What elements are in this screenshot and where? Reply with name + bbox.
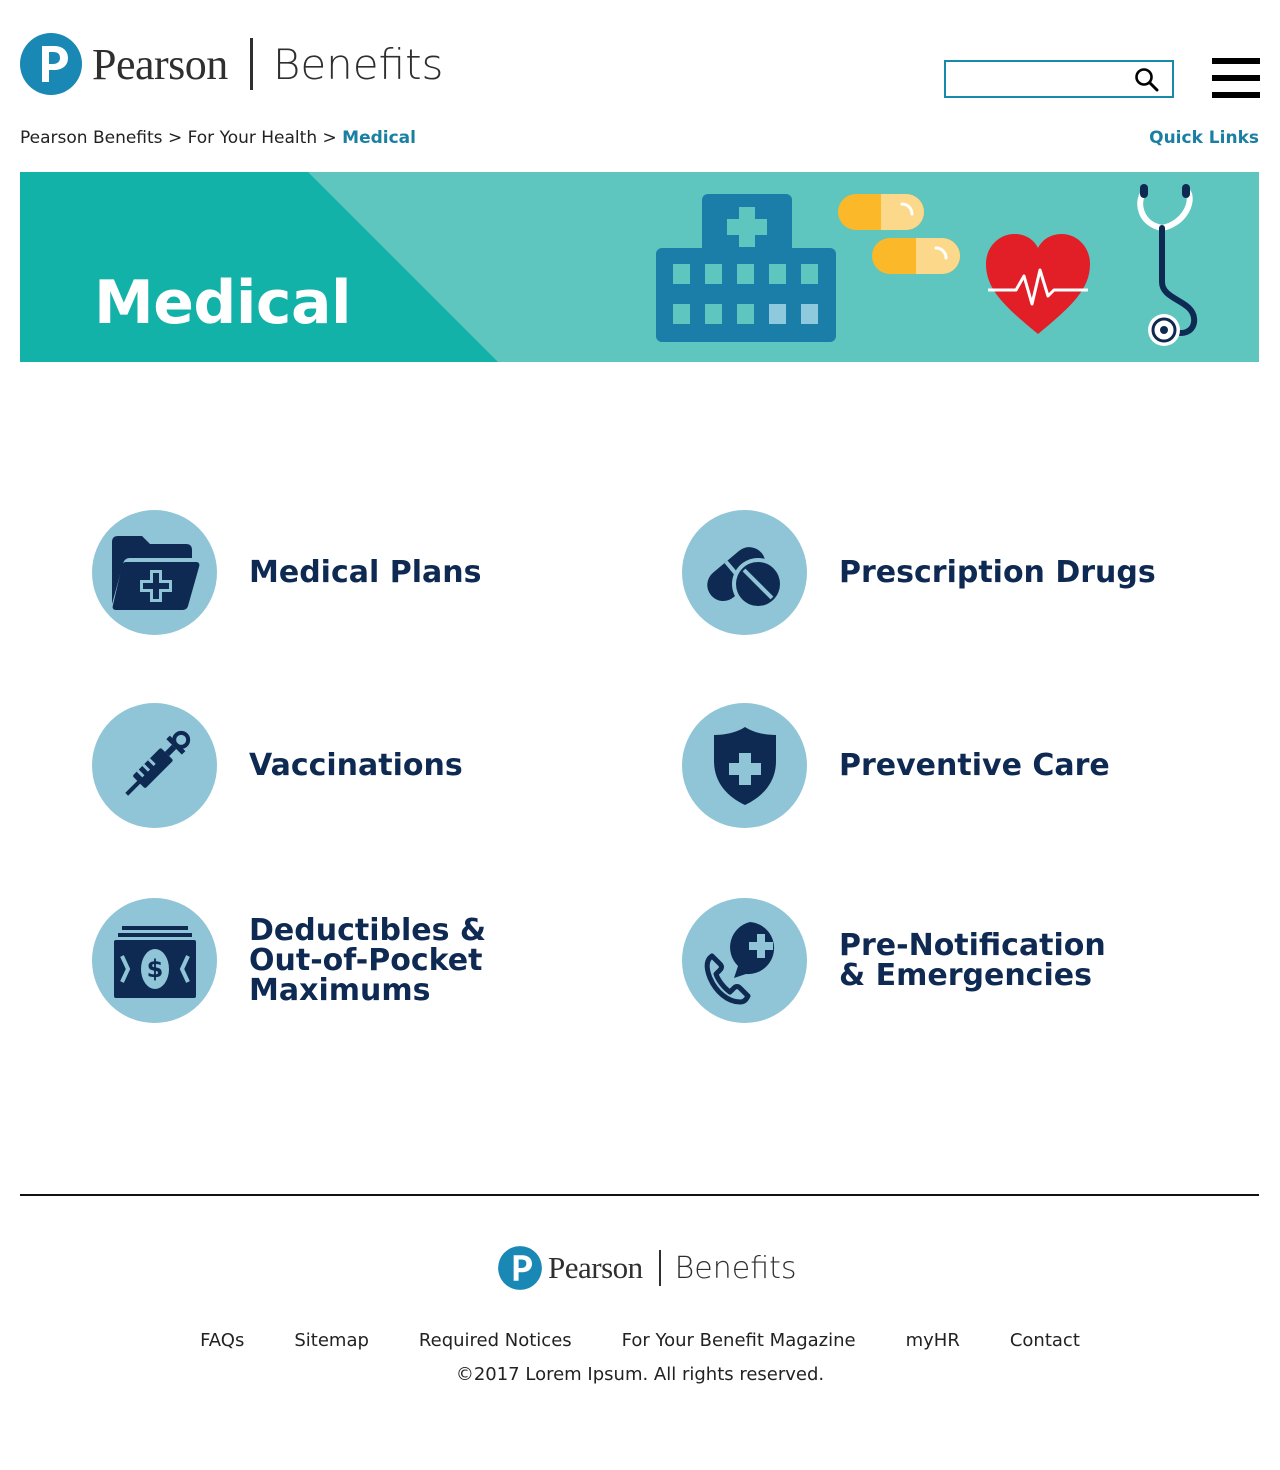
pearson-logo-icon: [498, 1244, 542, 1292]
footer-link-myhr[interactable]: myHR: [905, 1330, 960, 1351]
money-icon: [110, 916, 200, 1006]
tile-icon-circle: [92, 703, 217, 828]
breadcrumb-home[interactable]: Pearson Benefits: [20, 128, 163, 148]
tile-pre-notification[interactable]: [682, 898, 1106, 1023]
tile-icon-circle: [682, 703, 807, 828]
footer-divider: [20, 1194, 1259, 1196]
search-input[interactable]: [946, 62, 1142, 96]
logo-divider: [250, 38, 253, 90]
tile-icon-circle: [92, 510, 217, 635]
pills-icon: [700, 528, 790, 618]
tile-label: Prescription Drugs: [839, 554, 1156, 590]
breadcrumb: [20, 128, 416, 148]
footer-link-magazine[interactable]: For Your Benefit Magazine: [621, 1330, 856, 1351]
tile-label: Deductibles & Out-of-Pocket Maximums: [249, 912, 487, 1008]
tile-icon-circle: [682, 510, 807, 635]
tile-prescription-drugs[interactable]: [682, 510, 1156, 635]
syringe-icon: [110, 721, 200, 811]
tile-deductibles[interactable]: [92, 898, 486, 1023]
quick-links[interactable]: Quick Links: [1149, 128, 1259, 148]
shield-cross-icon: [700, 721, 790, 811]
footer-link-sitemap[interactable]: Sitemap: [294, 1330, 369, 1351]
hamburger-icon[interactable]: [1212, 58, 1260, 98]
breadcrumb-separator: >: [167, 128, 183, 148]
footer-logo[interactable]: [498, 1244, 797, 1292]
tile-label: Preventive Care: [839, 747, 1110, 783]
svg-text:$: $: [146, 954, 163, 983]
footer-link-required-notices[interactable]: Required Notices: [418, 1330, 572, 1351]
breadcrumb-separator: >: [322, 128, 337, 148]
page-title: Medical: [94, 268, 352, 338]
hospital-icon: [656, 192, 838, 344]
tile-medical-plans[interactable]: [92, 510, 481, 635]
product-name: Benefits: [272, 39, 444, 89]
footer-link-contact[interactable]: Contact: [1009, 1330, 1080, 1351]
search-box: [944, 60, 1174, 98]
tile-icon-circle: [92, 898, 217, 1023]
tile-vaccinations[interactable]: [92, 703, 463, 828]
tile-label: Vaccinations: [249, 747, 463, 783]
header-logo[interactable]: [20, 30, 443, 98]
tile-label: Medical Plans: [249, 554, 482, 590]
heart-icon: [984, 234, 1092, 336]
pearson-logo-icon: [20, 30, 82, 98]
hero-banner: [20, 172, 1259, 362]
footer-product-name: Benefits: [674, 1250, 797, 1286]
breadcrumb-health[interactable]: For Your Health: [187, 128, 318, 148]
search-icon[interactable]: [1134, 67, 1160, 93]
tile-label: Pre-Notification & Emergencies: [839, 927, 1106, 993]
tile-icon-circle: [682, 898, 807, 1023]
tile-preventive-care[interactable]: [682, 703, 1110, 828]
copyright: ©2017 Lorem Ipsum. All rights reserved.: [455, 1364, 825, 1385]
footer-link-faqs[interactable]: FAQs: [200, 1330, 245, 1351]
stethoscope-icon: [1134, 182, 1204, 350]
footer-brand-name: Pearson: [548, 1250, 643, 1285]
logo-divider: [659, 1250, 661, 1286]
phone-chat-icon: [700, 916, 790, 1006]
medical-folder-icon: [110, 528, 200, 618]
breadcrumb-current: Medical: [342, 128, 416, 148]
pills-icon: [836, 192, 966, 278]
footer-nav: [0, 1330, 1280, 1351]
brand-name: Pearson: [92, 39, 228, 89]
